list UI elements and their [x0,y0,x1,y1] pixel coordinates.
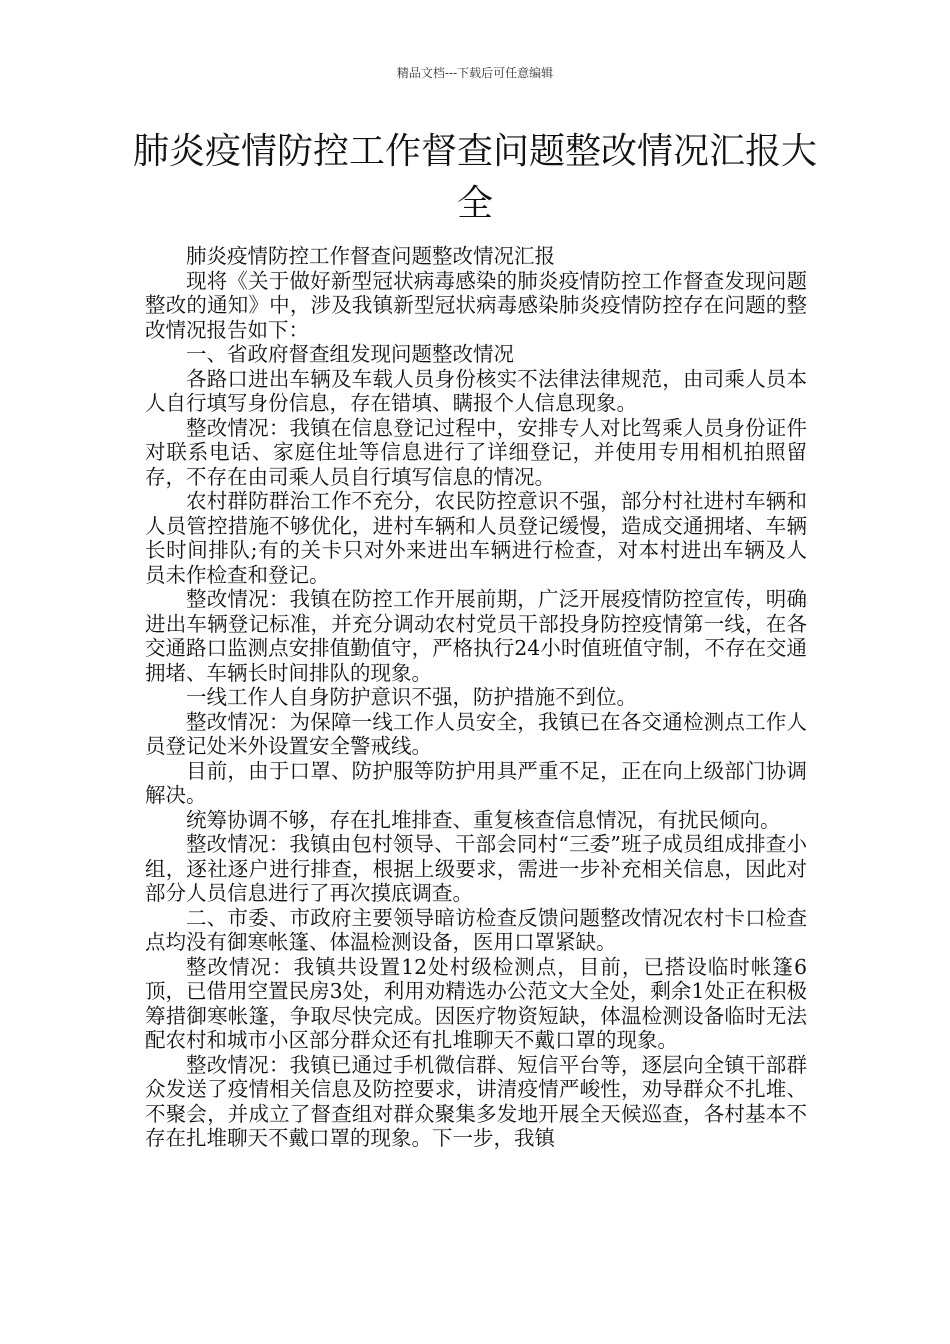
header-note: 精品文档---下载后可任意编辑 [396,66,554,80]
document-body [145,244,807,1151]
paragraph: 现将《关于做好新型冠状病毒感染的肺炎疫情防控工作督查发现问题整改的通知》中，涉及我镇新型冠状病毒感染肺炎疫情防控存在问题的整改情况报告如下： [145,268,807,342]
section-heading: 一、省政府督查组发现问题整改情况 [186,342,514,366]
paragraph: 整改情况：我镇共设置12处村级检测点，目前，已搭设临时帐篷6顶，已借用空置民房3处，利用劝精选办公范文大全处，剩余1处正在积极筹措御寒帐篷，争取尽快完成。因医疗物资短缺，体温检测设备临时无法配农村和城市小区部分群众还有扎堆聊天不戴口罩的现象。 [145,954,807,1052]
paragraph: 农村群防群治工作不充分，农民防控意识不强，部分村社进村车辆和人员管控措施不够优化，进村车辆和人员登记缓慢，造成交通拥堵、车辆长时间排队;有的关卡只对外来进出车辆进行检查，对本村进出车辆及人员未作检查和登记。 [145,489,807,587]
paragraph: 肺炎疫情防控工作督查问题整改情况汇报 [186,244,555,268]
section-heading: 二、市委、市政府主要领导暗访检查反馈问题整改情况农村卡口检查点均没有御寒帐篷、体温检测设备，医用口罩紧缺。 [145,905,807,954]
paragraph: 各路口进出车辆及车载人员身份核实不法律法律规范，由司乘人员本人自行填写身份信息，存在错填、瞒报个人信息现象。 [145,366,807,415]
paragraph: 整改情况：我镇由包村领导、干部会同村“三委”班子成员组成排查小组，逐社逐户进行排查，根据上级要求，需进一步补充相关信息，因此对部分人员信息进行了再次摸底调查。 [145,832,807,905]
paragraph: 一线工作人自身防护意识不强，防护措施不到位。 [186,685,637,709]
document-title: 肺炎疫情防控工作督查问题整改情况汇报大全 [132,131,817,224]
paragraph: 整改情况：我镇已通过手机微信群、短信平台等，逐层向全镇干部群众发送了疫情相关信息及防控要求，讲清疫情严峻性，劝导群众不扎堆、不聚会，并成立了督查组对群众聚集多发地开展全天候巡查，各村基本不存在扎堆聊天不戴口罩的现象。下一步，我镇 [145,1052,807,1150]
paragraph: 整改情况：我镇在信息登记过程中，安排专人对比驾乘人员身份证件对联系电话、家庭住址等信息进行了详细登记，并使用专用相机拍照留存，不存在由司乘人员自行填写信息的情况。 [145,415,807,489]
paragraph: 整改情况：为保障一线工作人员安全，我镇已在各交通检测点工作人员登记处米外设置安全警戒线。 [145,709,807,758]
paragraph: 整改情况：我镇在防控工作开展前期，广泛开展疫情防控宣传，明确进出车辆登记标准，并充分调动农村党员干部投身防控疫情第一线，在各交通路口监测点安排值勤值守，严格执行24小时值班值守制，不存在交通拥堵、车辆长时间排队的现象。 [145,587,807,685]
paragraph: 统筹协调不够，存在扎堆排查、重复核查信息情况，有扰民倾向。 [186,807,781,832]
paragraph: 目前，由于口罩、防护服等防护用具严重不足，正在向上级部门协调解决。 [145,758,807,807]
